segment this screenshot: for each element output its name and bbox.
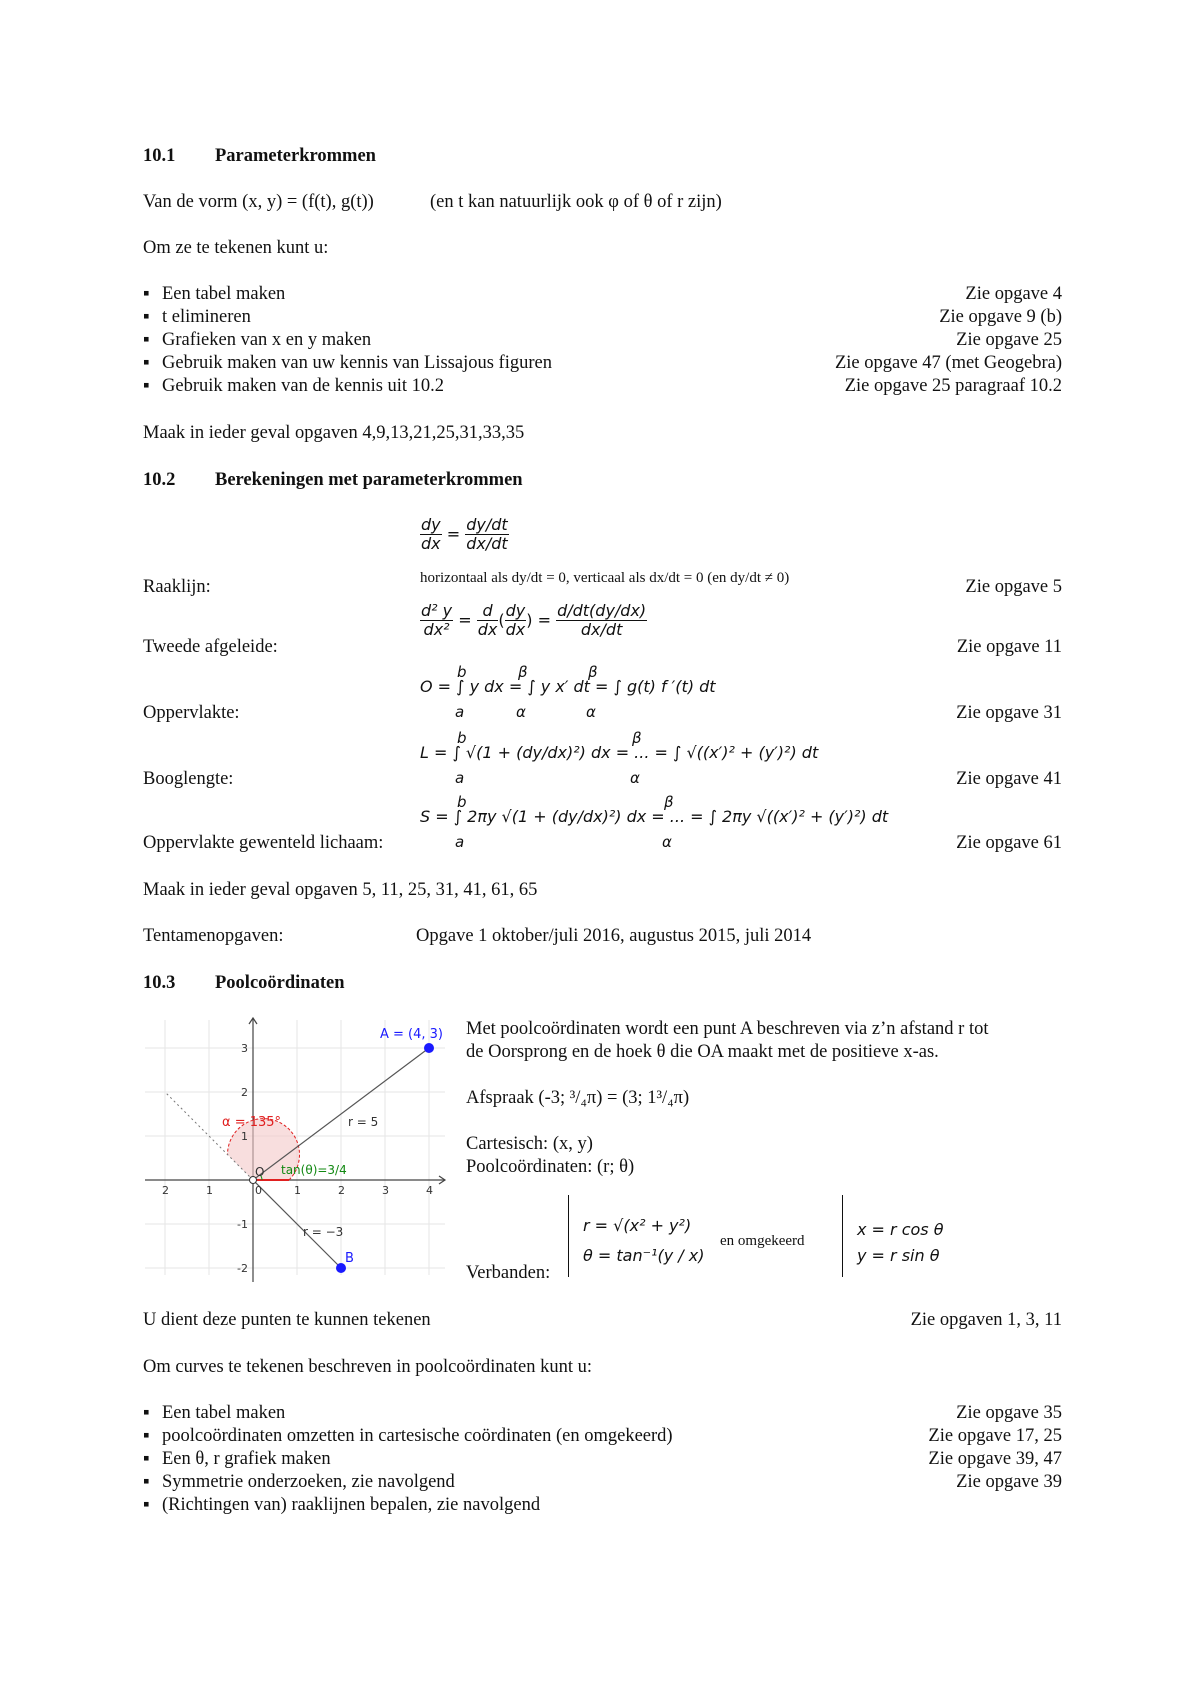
- section-number: 10.3: [143, 973, 176, 993]
- formula-second-derivative: $\frac{\text{d² y}}{\text{dx²}}$ = $\frac{d}{dx}$ ( $\frac{dy}{dx}$ ) = $\frac{d/dt(dy/dx)}{dx/dt}$: [421, 601, 647, 640]
- limit: α: [586, 703, 596, 721]
- exam-label: Tentamenopgaven:: [143, 926, 284, 946]
- exercise-ref: Zie opgave 4: [965, 284, 1062, 304]
- tan-label: tan(θ)=3/4: [281, 1163, 347, 1177]
- svg-text:1: 1: [206, 1184, 213, 1197]
- list-item: ▪ Gebruik maken van de kennis uit 10.2: [143, 376, 445, 396]
- limit: β: [518, 663, 528, 681]
- svg-text:0: 0: [255, 1184, 262, 1197]
- limit: β: [632, 729, 642, 747]
- list-item: ▪ Een θ, r grafiek maken: [143, 1449, 331, 1469]
- svg-text:2: 2: [338, 1184, 345, 1197]
- polar-description-2: de Oorsprong en de hoek θ die OA maakt met de positieve x-as.: [466, 1042, 939, 1062]
- exercise-ref: Zie opgaven 1, 3, 11: [910, 1310, 1062, 1330]
- polar-text: Poolcoördinaten: (r; θ): [466, 1157, 635, 1177]
- list-item: ▪ Een tabel maken: [143, 1403, 286, 1423]
- svg-text:3: 3: [382, 1184, 389, 1197]
- point-a: [424, 1043, 434, 1053]
- point-a-label: A = (4, 3): [380, 1027, 444, 1042]
- svg-text:2: 2: [241, 1086, 248, 1099]
- todo-text: Maak in ieder geval opgaven 4,9,13,21,25,31,33,35: [143, 423, 525, 443]
- exercise-ref: Zie opgave 9 (b): [939, 307, 1062, 327]
- exercise-ref: Zie opgave 17, 25: [928, 1426, 1062, 1446]
- limit: a: [455, 833, 465, 851]
- row-label: Raaklijn:: [143, 577, 211, 597]
- limit: b: [457, 729, 467, 747]
- exercise-ref: Zie opgave 39: [956, 1472, 1062, 1492]
- limit: α: [662, 833, 672, 851]
- limit: b: [457, 663, 467, 681]
- form-note: (en t kan natuurlijk ook φ of θ of r zijn): [430, 192, 722, 212]
- limit: α: [516, 703, 526, 721]
- limit: α: [630, 769, 640, 787]
- list-item: ▪ t elimineren: [143, 307, 251, 327]
- r-negative-label: r = −3: [303, 1225, 344, 1239]
- origin-label: O: [255, 1165, 265, 1179]
- exercise-ref: Zie opgave 25: [956, 330, 1062, 350]
- section-title: Parameterkrommen: [215, 146, 376, 166]
- row-label: Booglengte:: [143, 769, 234, 789]
- polar-graph: [140, 1010, 455, 1285]
- formula-tangent: $\frac{dy}{dx}$ = $\frac{dy/dt}{dx/dt}$: [421, 515, 508, 554]
- r-positive-label: r = 5: [348, 1115, 379, 1129]
- section-title: Berekeningen met parameterkrommen: [215, 470, 523, 490]
- row-label: Oppervlakte:: [143, 703, 240, 723]
- formula-surface-area: S = ∫ 2πy √(1 + (dy/dx)²) dx = ... = ∫ 2πy √((x′)² + (y′)²) dt: [420, 807, 889, 826]
- exercise-ref: Zie opgave 25 paragraaf 10.2: [844, 376, 1062, 396]
- intro-text: Om curves te tekenen beschreven in poolcoördinaten kunt u:: [143, 1357, 592, 1377]
- svg-text:-1: -1: [237, 1218, 248, 1231]
- exercise-ref: Zie opgave 61: [956, 833, 1062, 853]
- section-number: 10.2: [143, 470, 176, 490]
- intro-text: Om ze te tekenen kunt u:: [143, 238, 329, 258]
- points-text: U dient deze punten te kunnen tekenen: [143, 1310, 431, 1330]
- relation-theta: θ = tan⁻¹(y / x): [583, 1246, 705, 1265]
- relation-x: x = r cos θ: [857, 1220, 944, 1239]
- exercise-ref: Zie opgave 5: [965, 577, 1062, 597]
- svg-text:1: 1: [294, 1184, 301, 1197]
- relation-conversely: en omgekeerd: [720, 1233, 805, 1249]
- cartesian-text: Cartesisch: (x, y): [466, 1134, 593, 1154]
- limit: β: [664, 793, 674, 811]
- exam-value: Opgave 1 oktober/juli 2016, augustus 2015, juli 2014: [416, 926, 812, 946]
- point-b-label: B: [345, 1251, 354, 1266]
- limit: a: [455, 769, 465, 787]
- section-number: 10.1: [143, 146, 176, 166]
- exercise-ref: Zie opgave 35: [956, 1403, 1062, 1423]
- list-item: ▪ Grafieken van x en y maken: [143, 330, 372, 350]
- todo-text: Maak in ieder geval opgaven 5, 11, 25, 31, 41, 61, 65: [143, 880, 538, 900]
- list-item: ▪ Gebruik maken van uw kennis van Lissajous figuren: [143, 353, 552, 373]
- exercise-ref: Zie opgave 11: [956, 637, 1062, 657]
- angle-label: α = 135°: [222, 1115, 282, 1130]
- section-title: Poolcoördinaten: [215, 973, 345, 993]
- list-item: ▪ poolcoördinaten omzetten in cartesische coördinaten (en omgekeerd): [143, 1426, 673, 1446]
- exercise-ref: Zie opgave 41: [956, 769, 1062, 789]
- svg-text:4: 4: [426, 1184, 433, 1197]
- exercise-ref: Zie opgave 47 (met Geogebra): [834, 353, 1062, 373]
- list-item: ▪ Een tabel maken: [143, 284, 286, 304]
- svg-text:1: 1: [241, 1130, 248, 1143]
- limit: a: [455, 703, 465, 721]
- relations-label: Verbanden:: [466, 1263, 551, 1283]
- relation-r: r = √(x² + y²): [583, 1216, 692, 1235]
- svg-text:-2: -2: [237, 1262, 248, 1275]
- limit: β: [588, 663, 598, 681]
- row-label: Oppervlakte gewenteld lichaam:: [143, 833, 384, 853]
- exercise-ref: Zie opgave 31: [956, 703, 1062, 723]
- formula-area: O = ∫ y dx = ∫ y x′ dt = ∫ g(t) f ′(t) dt: [420, 677, 716, 696]
- form-text: Van de vorm (x, y) = (f(t), g(t)): [143, 192, 374, 212]
- polar-description-1: Met poolcoördinaten wordt een punt A beschreven via z’n afstand r tot: [466, 1019, 989, 1039]
- list-item: ▪ (Richtingen van) raaklijnen bepalen, zie navolgend: [143, 1495, 541, 1515]
- relation-y: y = r sin θ: [857, 1246, 940, 1265]
- formula-tangent-conditions: horizontaal als dy/dt = 0, verticaal als dx/dt = 0 (en dy/dt ≠ 0): [420, 570, 790, 586]
- limit: b: [457, 793, 467, 811]
- agreement-text: Afspraak (-3; ³/₄π) = (3; 1³/₄π): [466, 1088, 690, 1108]
- bracket-right: [842, 1195, 843, 1277]
- svg-text:2: 2: [162, 1184, 169, 1197]
- row-label: Tweede afgeleide:: [143, 637, 278, 657]
- exercise-ref: Zie opgave 39, 47: [928, 1449, 1062, 1469]
- formula-arc-length: L = ∫ √(1 + (dy/dx)²) dx = ... = ∫ √((x′)² + (y′)²) dt: [420, 743, 819, 762]
- svg-text:3: 3: [241, 1042, 248, 1055]
- list-item: ▪ Symmetrie onderzoeken, zie navolgend: [143, 1472, 455, 1492]
- bracket-left: [568, 1195, 569, 1277]
